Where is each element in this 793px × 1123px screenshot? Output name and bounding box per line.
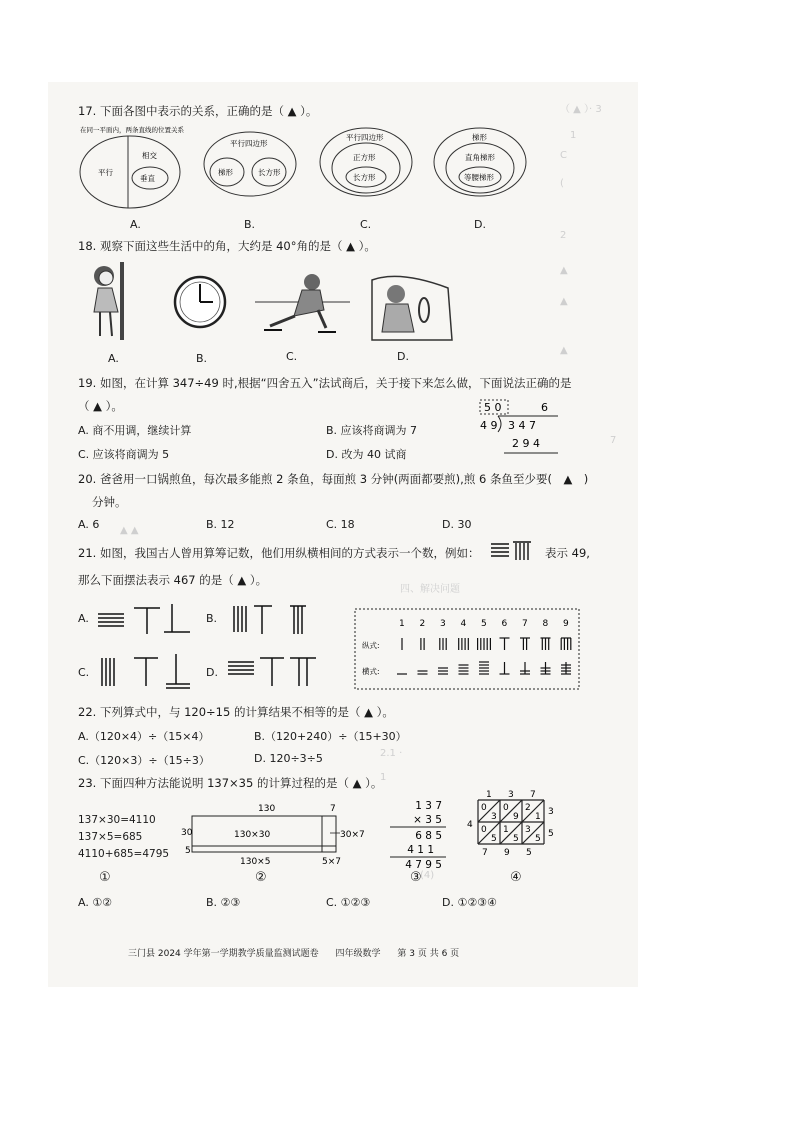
q20-stem-2: 分钟。 xyxy=(92,495,127,509)
q17-a-title: 在同一平面内，两条直线的位置关系 xyxy=(80,126,184,134)
q23-method-3-vertical xyxy=(386,798,450,872)
q17-c-mid: 正方形 xyxy=(353,153,376,162)
q18-option-d: D. xyxy=(397,350,409,363)
q23-m2-bottom2: 5×7 xyxy=(322,857,341,867)
q17-figure-a xyxy=(80,125,185,208)
q17-c-inner: 长方形 xyxy=(353,173,376,182)
lattice-cell-tens: 0 xyxy=(503,803,509,813)
q17-figures xyxy=(76,120,546,216)
q21-option-c-rods xyxy=(102,654,190,688)
footer-subject: 四年级数学 xyxy=(335,949,381,959)
q23-circle-4: ④ xyxy=(510,870,522,885)
lattice-right-digit: 5 xyxy=(548,829,554,839)
q20-option-b: B. 12 xyxy=(206,518,235,531)
q21-table-digit: 9 xyxy=(563,619,569,629)
q20-option-a: A. 6 xyxy=(78,518,100,531)
q17-option-c: C. xyxy=(360,218,372,231)
q23-m3-r3: 6 8 5 xyxy=(415,830,442,842)
lattice-bottom-digit: 5 xyxy=(526,848,532,858)
q23-circle-3: ③ xyxy=(410,870,422,885)
q21-table-digit: 4 xyxy=(460,619,467,629)
lattice-cell-tens: 3 xyxy=(525,825,531,835)
q21-table-digit: 7 xyxy=(522,619,528,629)
q18-girl-leaning-picture xyxy=(94,262,124,340)
q22-option-d: D. 120÷3÷5 xyxy=(254,752,323,765)
q23-m2-left5: 5 xyxy=(185,846,191,856)
q22-option-a: A.（120×4）÷（15×4） xyxy=(78,730,210,743)
lattice-bottom-digit: 9 xyxy=(504,848,510,858)
lattice-cell-tens: 0 xyxy=(481,825,487,835)
lattice-cell-tens: 0 xyxy=(481,803,487,813)
q23-m3-r4: 4 1 1 xyxy=(407,844,434,856)
q23-m2-bottom1: 130×5 xyxy=(240,857,271,867)
q21-option-d-rods xyxy=(228,658,316,686)
footer-page: 第 3 页 共 6 页 xyxy=(397,949,460,959)
q23-m3-r1: 1 3 7 xyxy=(415,800,442,812)
q22-stem: 22. 下列算式中，与 120÷15 的计算结果不相等的是（ ▲ ）。 xyxy=(78,705,394,719)
q18-stem: 18. 观察下面这些生活中的角，大约是 40°角的是（ ▲ ）。 xyxy=(78,239,376,253)
lattice-cell-ones: 9 xyxy=(513,812,519,822)
q21-table-digit: 8 xyxy=(542,619,549,629)
q21-table-digit: 6 xyxy=(501,619,508,629)
lattice-cell-tens: 1 xyxy=(503,825,509,835)
q21-table-digit: 2 xyxy=(419,619,426,629)
q19-box-value: 5 0 xyxy=(484,401,502,414)
q23-option-c: C. ①②③ xyxy=(326,896,371,909)
q23-m1-line1: 137×30=4110 xyxy=(78,814,156,826)
q18-clock-picture xyxy=(175,277,225,327)
q21-table-digit: 3 xyxy=(440,619,446,629)
q17-figure-b xyxy=(204,132,296,196)
lattice-cell-ones: 5 xyxy=(513,834,519,844)
q23-m1-line3: 4110+685=4795 xyxy=(78,848,170,860)
q23-option-b: B. ②③ xyxy=(206,896,241,909)
q17-b-left: 梯形 xyxy=(218,168,233,177)
q17-b-outer: 平行四边形 xyxy=(230,139,268,148)
q17-a-left: 平行 xyxy=(98,168,113,177)
q19-option-b: B. 应该将商调为 7 xyxy=(326,424,418,437)
q23-option-a: A. ①② xyxy=(78,896,113,909)
lattice-top-digit: 7 xyxy=(530,790,536,800)
q21-option-d: D. xyxy=(206,666,218,679)
q21-option-a: A. xyxy=(78,612,89,625)
q21-counting-rod-table xyxy=(354,608,580,690)
q20-option-d: D. 30 xyxy=(442,518,472,531)
q19-dividend: 3 4 7 xyxy=(508,419,536,432)
q17-option-a: A. xyxy=(130,218,141,231)
q22-option-c: C.（120×3）÷（15÷3） xyxy=(78,754,210,767)
q23-m2-left30: 30 xyxy=(181,828,193,838)
q17-b-right: 长方形 xyxy=(258,168,281,177)
q19-long-division xyxy=(474,398,564,460)
q18-skater-picture xyxy=(255,274,350,332)
q21-option-b-rods xyxy=(234,606,306,634)
q17-d-inner: 等腰梯形 xyxy=(464,173,494,182)
q21-rod-options xyxy=(94,598,334,693)
q17-option-b: B. xyxy=(244,218,256,231)
q21-table-digit: 1 xyxy=(399,619,405,629)
q21-stem-b: 表示 49, xyxy=(545,546,590,560)
q23-m3-r5: 4 7 9 5 xyxy=(405,859,442,871)
q17-stem: 17. 下面各图中表示的关系，正确的是（ ▲ ）。 xyxy=(78,104,318,118)
q17-a-right-top: 相交 xyxy=(142,151,157,160)
q21-table-row1: 纵式: xyxy=(362,641,380,650)
q23-method-4-lattice xyxy=(464,788,564,872)
q19-stem-2: （ ▲ ）。 xyxy=(78,399,123,413)
lattice-top-digit: 3 xyxy=(508,790,514,800)
q21-stem-2: 那么下面摆法表示 467 的是（ ▲ ）。 xyxy=(78,573,268,587)
q23-m3-r2: × 3 5 xyxy=(413,814,442,826)
q21-option-c: C. xyxy=(78,666,90,679)
q23-stem: 23. 下面四种方法能说明 137×35 的计算过程的是（ ▲ ）。 xyxy=(78,776,383,790)
q23-m2-inner: 130×30 xyxy=(234,830,271,840)
lattice-cell-ones: 5 xyxy=(535,834,541,844)
lattice-cell-tens: 2 xyxy=(525,803,531,813)
lattice-cell-ones: 3 xyxy=(491,812,497,822)
q23-option-d: D. ①②③④ xyxy=(442,896,497,909)
q17-figure-c xyxy=(320,128,412,196)
q17-d-outer: 梯形 xyxy=(472,133,487,142)
q23-m2-top130: 130 xyxy=(258,804,276,814)
q17-d-mid: 直角梯形 xyxy=(465,153,495,162)
q18-option-a: A. xyxy=(108,352,119,365)
q23-m2-right: 30×7 xyxy=(340,830,365,840)
q21-example-rods xyxy=(489,540,535,562)
q20-stem: 20. 爸爸用一口锅煎鱼，每次最多能煎 2 条鱼，每面煎 3 分钟(两面都要煎),煎 6 条鱼至少要( ▲ ) xyxy=(78,472,589,486)
q21-option-a-rods xyxy=(98,604,190,634)
q19-divisor: 4 9 xyxy=(480,419,498,432)
q18-option-b: B. xyxy=(196,352,208,365)
lattice-left-digit: 4 xyxy=(467,820,473,830)
q19-option-c: C. 应该将商调为 5 xyxy=(78,448,170,461)
q17-a-right-bottom: 垂直 xyxy=(140,174,155,183)
q20-option-c: C. 18 xyxy=(326,518,355,531)
q17-option-d: D. xyxy=(474,218,486,231)
q19-product: 2 9 4 xyxy=(512,437,540,450)
lattice-cell-ones: 1 xyxy=(535,812,541,822)
q23-circle-2: ② xyxy=(255,870,267,885)
q17-figure-d xyxy=(434,128,526,196)
q23-circle-1: ① xyxy=(99,870,111,885)
q18-car-driver-picture xyxy=(372,276,452,340)
q19-stem: 19. 如图，在计算 347÷49 时,根据“四舍五入”法试商后，关于接下来怎么做，下面说法正确的是 xyxy=(78,376,572,390)
q18-pictures xyxy=(80,260,460,350)
q21-table-digit: 5 xyxy=(481,619,487,629)
q23-m2-top7: 7 xyxy=(330,804,336,814)
q22-option-b: B.（120+240）÷（15+30） xyxy=(254,730,407,743)
q23-m1-line2: 137×5=685 xyxy=(78,831,143,843)
q19-quotient: 6 xyxy=(541,401,548,414)
lattice-bottom-digit: 7 xyxy=(482,848,488,858)
q21-table-row2: 横式: xyxy=(362,667,380,676)
q21-option-b: B. xyxy=(206,612,218,625)
lattice-cell-ones: 5 xyxy=(491,834,497,844)
q19-option-a: A. 商不用调，继续计算 xyxy=(78,424,192,437)
q23-method-2-area-model xyxy=(180,800,366,868)
q19-option-d: D. 改为 40 试商 xyxy=(326,448,407,461)
footer-school: 三门县 2024 学年第一学期教学质量监测试题卷 xyxy=(128,949,319,959)
lattice-top-digit: 1 xyxy=(486,790,492,800)
lattice-right-digit: 3 xyxy=(548,807,554,817)
q17-c-outer: 平行四边形 xyxy=(346,133,384,142)
q23-method-1 xyxy=(78,812,169,863)
page-footer xyxy=(128,946,473,959)
q21-stem-a: 21. 如图，我国古人曾用算筹记数，他们用纵横相间的方式表示一个数，例如： xyxy=(78,546,480,560)
q18-option-c: C. xyxy=(286,350,298,363)
